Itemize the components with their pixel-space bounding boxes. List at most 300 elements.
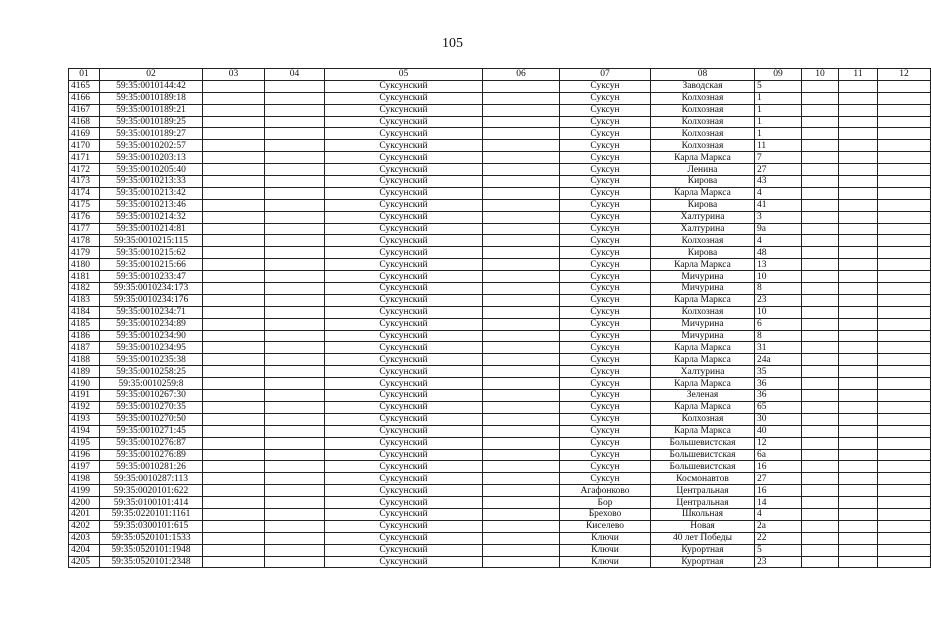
cell-empty-06 bbox=[483, 187, 560, 199]
cell-empty-06 bbox=[483, 556, 560, 568]
cell-empty-12 bbox=[878, 449, 931, 461]
cell-empty-10 bbox=[802, 556, 839, 568]
cell-empty-10 bbox=[802, 152, 839, 164]
cell-locality: Киселево bbox=[560, 520, 651, 532]
cell-empty-03 bbox=[203, 259, 265, 271]
cell-house-number: 6 bbox=[755, 318, 802, 330]
column-header-11: 11 bbox=[839, 69, 878, 81]
cell-empty-06 bbox=[483, 211, 560, 223]
cell-empty-10 bbox=[802, 330, 839, 342]
cell-cadastral-number: 59:35:0010234:95 bbox=[100, 342, 203, 354]
table-row bbox=[69, 80, 931, 92]
cell-locality: Ключи bbox=[560, 532, 651, 544]
cell-locality: Суксун bbox=[560, 318, 651, 330]
cell-empty-11 bbox=[839, 401, 878, 413]
cell-district: Суксунский bbox=[325, 318, 483, 330]
cell-locality: Суксун bbox=[560, 342, 651, 354]
cell-locality: Суксун bbox=[560, 401, 651, 413]
cell-record-number: 4202 bbox=[69, 520, 100, 532]
cell-empty-11 bbox=[839, 461, 878, 473]
cell-district: Суксунский bbox=[325, 497, 483, 509]
cell-locality: Суксун bbox=[560, 128, 651, 140]
cell-street: Мичурина bbox=[651, 271, 755, 283]
cell-street: Ленина bbox=[651, 164, 755, 176]
cell-street: Зеленая bbox=[651, 390, 755, 402]
cell-district: Суксунский bbox=[325, 556, 483, 568]
cell-empty-03 bbox=[203, 544, 265, 556]
cell-cadastral-number: 59:35:0010234:173 bbox=[100, 283, 203, 295]
table-row bbox=[69, 556, 931, 568]
cell-empty-12 bbox=[878, 187, 931, 199]
cell-empty-06 bbox=[483, 461, 560, 473]
cell-empty-03 bbox=[203, 235, 265, 247]
table-row bbox=[69, 306, 931, 318]
cell-empty-10 bbox=[802, 92, 839, 104]
cell-empty-04 bbox=[265, 473, 325, 485]
cell-empty-12 bbox=[878, 520, 931, 532]
cell-house-number: 30 bbox=[755, 413, 802, 425]
cell-empty-12 bbox=[878, 366, 931, 378]
cell-empty-10 bbox=[802, 271, 839, 283]
cell-district: Суксунский bbox=[325, 176, 483, 188]
cell-house-number: 16 bbox=[755, 485, 802, 497]
cell-empty-03 bbox=[203, 532, 265, 544]
table-row bbox=[69, 116, 931, 128]
cell-cadastral-number: 59:35:0020101:622 bbox=[100, 485, 203, 497]
column-header-05: 05 bbox=[325, 69, 483, 81]
cell-empty-12 bbox=[878, 318, 931, 330]
cell-house-number: 4 bbox=[755, 508, 802, 520]
cell-empty-11 bbox=[839, 152, 878, 164]
cell-cadastral-number: 59:35:0010189:18 bbox=[100, 92, 203, 104]
cell-empty-04 bbox=[265, 104, 325, 116]
cell-record-number: 4196 bbox=[69, 449, 100, 461]
cell-house-number: 48 bbox=[755, 247, 802, 259]
cell-district: Суксунский bbox=[325, 342, 483, 354]
cell-district: Суксунский bbox=[325, 92, 483, 104]
column-header-09: 09 bbox=[755, 69, 802, 81]
cell-locality: Бор bbox=[560, 497, 651, 509]
cell-empty-11 bbox=[839, 497, 878, 509]
cell-record-number: 4199 bbox=[69, 485, 100, 497]
cell-house-number: 9а bbox=[755, 223, 802, 235]
cell-empty-03 bbox=[203, 187, 265, 199]
cell-empty-12 bbox=[878, 271, 931, 283]
cell-empty-03 bbox=[203, 152, 265, 164]
cell-empty-04 bbox=[265, 390, 325, 402]
cell-empty-06 bbox=[483, 271, 560, 283]
cell-empty-12 bbox=[878, 401, 931, 413]
cell-empty-10 bbox=[802, 532, 839, 544]
cell-empty-03 bbox=[203, 413, 265, 425]
table-header-row bbox=[69, 69, 931, 81]
cell-cadastral-number: 59:35:0100101:414 bbox=[100, 497, 203, 509]
cell-district: Суксунский bbox=[325, 235, 483, 247]
cell-empty-12 bbox=[878, 497, 931, 509]
cell-street: Халтурина bbox=[651, 211, 755, 223]
cell-empty-04 bbox=[265, 378, 325, 390]
page-number: 105 bbox=[442, 36, 463, 51]
cell-empty-11 bbox=[839, 235, 878, 247]
cell-house-number: 22 bbox=[755, 532, 802, 544]
cell-street: Колхозная bbox=[651, 235, 755, 247]
cell-empty-03 bbox=[203, 318, 265, 330]
table-row bbox=[69, 473, 931, 485]
table-row bbox=[69, 271, 931, 283]
cell-street: Мичурина bbox=[651, 330, 755, 342]
cell-locality: Суксун bbox=[560, 283, 651, 295]
cell-cadastral-number: 59:35:0010233:47 bbox=[100, 271, 203, 283]
cell-empty-04 bbox=[265, 520, 325, 532]
cell-district: Суксунский bbox=[325, 104, 483, 116]
cell-empty-04 bbox=[265, 80, 325, 92]
cell-house-number: 36 bbox=[755, 390, 802, 402]
cell-record-number: 4189 bbox=[69, 366, 100, 378]
cell-cadastral-number: 59:35:0010287:113 bbox=[100, 473, 203, 485]
cell-empty-10 bbox=[802, 425, 839, 437]
cell-empty-06 bbox=[483, 199, 560, 211]
table-row bbox=[69, 247, 931, 259]
cell-street: Колхозная bbox=[651, 413, 755, 425]
cell-empty-11 bbox=[839, 176, 878, 188]
cell-cadastral-number: 59:35:0300101:615 bbox=[100, 520, 203, 532]
cell-empty-10 bbox=[802, 461, 839, 473]
cell-empty-12 bbox=[878, 199, 931, 211]
cell-empty-12 bbox=[878, 283, 931, 295]
cell-empty-12 bbox=[878, 116, 931, 128]
cell-district: Суксунский bbox=[325, 80, 483, 92]
cell-empty-12 bbox=[878, 508, 931, 520]
cell-record-number: 4203 bbox=[69, 532, 100, 544]
cell-cadastral-number: 59:35:0010202:57 bbox=[100, 140, 203, 152]
cell-district: Суксунский bbox=[325, 508, 483, 520]
cell-street: Школьная bbox=[651, 508, 755, 520]
cell-locality: Суксун bbox=[560, 461, 651, 473]
cell-empty-12 bbox=[878, 378, 931, 390]
cell-empty-06 bbox=[483, 413, 560, 425]
cell-district: Суксунский bbox=[325, 532, 483, 544]
cell-record-number: 4173 bbox=[69, 176, 100, 188]
cell-empty-06 bbox=[483, 508, 560, 520]
cell-locality: Суксун bbox=[560, 187, 651, 199]
column-header-07: 07 bbox=[560, 69, 651, 81]
cell-empty-04 bbox=[265, 413, 325, 425]
cell-empty-03 bbox=[203, 223, 265, 235]
cell-empty-06 bbox=[483, 342, 560, 354]
table-row bbox=[69, 152, 931, 164]
cell-street: Большевистская bbox=[651, 437, 755, 449]
cell-empty-12 bbox=[878, 544, 931, 556]
cell-district: Суксунский bbox=[325, 247, 483, 259]
cell-locality: Суксун bbox=[560, 294, 651, 306]
cell-empty-11 bbox=[839, 306, 878, 318]
cell-empty-12 bbox=[878, 354, 931, 366]
table-row bbox=[69, 366, 931, 378]
cell-empty-03 bbox=[203, 354, 265, 366]
cell-empty-06 bbox=[483, 497, 560, 509]
cell-empty-06 bbox=[483, 425, 560, 437]
cell-street: Колхозная bbox=[651, 104, 755, 116]
cell-district: Суксунский bbox=[325, 330, 483, 342]
cell-record-number: 4172 bbox=[69, 164, 100, 176]
cell-empty-04 bbox=[265, 199, 325, 211]
cell-cadastral-number: 59:35:0010234:89 bbox=[100, 318, 203, 330]
cell-empty-11 bbox=[839, 294, 878, 306]
cell-cadastral-number: 59:35:0010144:42 bbox=[100, 80, 203, 92]
cell-empty-04 bbox=[265, 449, 325, 461]
cell-cadastral-number: 59:35:0010213:46 bbox=[100, 199, 203, 211]
table-row bbox=[69, 330, 931, 342]
cell-street: Карла Маркса bbox=[651, 259, 755, 271]
table-row bbox=[69, 235, 931, 247]
cell-record-number: 4171 bbox=[69, 152, 100, 164]
cell-street: Центральная bbox=[651, 485, 755, 497]
cell-empty-03 bbox=[203, 92, 265, 104]
cell-empty-12 bbox=[878, 104, 931, 116]
cell-record-number: 4190 bbox=[69, 378, 100, 390]
cell-empty-06 bbox=[483, 116, 560, 128]
cell-empty-06 bbox=[483, 330, 560, 342]
cell-house-number: 41 bbox=[755, 199, 802, 211]
cell-house-number: 10 bbox=[755, 271, 802, 283]
cell-empty-10 bbox=[802, 259, 839, 271]
cell-district: Суксунский bbox=[325, 187, 483, 199]
cell-street: Большевистская bbox=[651, 449, 755, 461]
cell-district: Суксунский bbox=[325, 425, 483, 437]
cell-locality: Суксун bbox=[560, 306, 651, 318]
cell-empty-12 bbox=[878, 176, 931, 188]
cell-house-number: 5 bbox=[755, 544, 802, 556]
cell-empty-12 bbox=[878, 437, 931, 449]
cell-empty-12 bbox=[878, 247, 931, 259]
cell-empty-12 bbox=[878, 390, 931, 402]
cell-empty-04 bbox=[265, 354, 325, 366]
cell-empty-11 bbox=[839, 556, 878, 568]
cell-empty-11 bbox=[839, 283, 878, 295]
cell-street: Колхозная bbox=[651, 140, 755, 152]
cell-empty-10 bbox=[802, 508, 839, 520]
cell-cadastral-number: 59:35:0010214:81 bbox=[100, 223, 203, 235]
cell-empty-11 bbox=[839, 140, 878, 152]
cell-house-number: 5 bbox=[755, 80, 802, 92]
cell-district: Суксунский bbox=[325, 544, 483, 556]
cell-empty-06 bbox=[483, 318, 560, 330]
cell-empty-12 bbox=[878, 164, 931, 176]
cell-record-number: 4180 bbox=[69, 259, 100, 271]
cell-empty-03 bbox=[203, 128, 265, 140]
cell-district: Суксунский bbox=[325, 520, 483, 532]
cell-empty-04 bbox=[265, 544, 325, 556]
cell-record-number: 4191 bbox=[69, 390, 100, 402]
cell-empty-10 bbox=[802, 199, 839, 211]
cell-locality: Суксун bbox=[560, 449, 651, 461]
cell-empty-06 bbox=[483, 532, 560, 544]
cell-street: 40 лет Победы bbox=[651, 532, 755, 544]
column-header-10: 10 bbox=[802, 69, 839, 81]
cell-empty-10 bbox=[802, 437, 839, 449]
cell-empty-11 bbox=[839, 247, 878, 259]
table-row bbox=[69, 425, 931, 437]
cell-cadastral-number: 59:35:0010215:62 bbox=[100, 247, 203, 259]
cell-empty-12 bbox=[878, 140, 931, 152]
cell-empty-11 bbox=[839, 366, 878, 378]
cell-cadastral-number: 59:35:0010276:89 bbox=[100, 449, 203, 461]
cell-empty-06 bbox=[483, 520, 560, 532]
table-row bbox=[69, 390, 931, 402]
cell-empty-10 bbox=[802, 104, 839, 116]
cell-cadastral-number: 59:35:0010271:45 bbox=[100, 425, 203, 437]
cell-empty-04 bbox=[265, 92, 325, 104]
cell-empty-04 bbox=[265, 152, 325, 164]
cell-empty-06 bbox=[483, 366, 560, 378]
cell-empty-04 bbox=[265, 223, 325, 235]
cell-empty-06 bbox=[483, 390, 560, 402]
cell-record-number: 4166 bbox=[69, 92, 100, 104]
cell-empty-03 bbox=[203, 556, 265, 568]
cell-empty-03 bbox=[203, 508, 265, 520]
cell-empty-06 bbox=[483, 294, 560, 306]
cell-empty-03 bbox=[203, 520, 265, 532]
cell-empty-10 bbox=[802, 116, 839, 128]
column-header-06: 06 bbox=[483, 69, 560, 81]
cell-district: Суксунский bbox=[325, 211, 483, 223]
cell-house-number: 1 bbox=[755, 104, 802, 116]
cell-locality: Суксун bbox=[560, 425, 651, 437]
cell-empty-11 bbox=[839, 378, 878, 390]
cell-empty-04 bbox=[265, 461, 325, 473]
cell-locality: Суксун bbox=[560, 140, 651, 152]
cell-house-number: 14 bbox=[755, 497, 802, 509]
cell-record-number: 4181 bbox=[69, 271, 100, 283]
cell-empty-03 bbox=[203, 330, 265, 342]
cell-record-number: 4169 bbox=[69, 128, 100, 140]
cell-empty-12 bbox=[878, 92, 931, 104]
cell-empty-10 bbox=[802, 294, 839, 306]
cell-empty-11 bbox=[839, 128, 878, 140]
cell-street: Заводская bbox=[651, 80, 755, 92]
cell-district: Суксунский bbox=[325, 354, 483, 366]
cell-house-number: 1 bbox=[755, 92, 802, 104]
cell-house-number: 11 bbox=[755, 140, 802, 152]
cell-empty-03 bbox=[203, 104, 265, 116]
cell-house-number: 4 bbox=[755, 187, 802, 199]
cell-empty-04 bbox=[265, 283, 325, 295]
cell-empty-11 bbox=[839, 164, 878, 176]
cell-empty-03 bbox=[203, 449, 265, 461]
cell-empty-03 bbox=[203, 247, 265, 259]
cell-empty-10 bbox=[802, 235, 839, 247]
cell-street: Большевистская bbox=[651, 461, 755, 473]
cell-house-number: 10 bbox=[755, 306, 802, 318]
cell-cadastral-number: 59:35:0010234:176 bbox=[100, 294, 203, 306]
cell-locality: Суксун bbox=[560, 473, 651, 485]
cell-locality: Ключи bbox=[560, 556, 651, 568]
cell-empty-03 bbox=[203, 366, 265, 378]
cell-street: Колхозная bbox=[651, 306, 755, 318]
cell-cadastral-number: 59:35:0010203:13 bbox=[100, 152, 203, 164]
cell-street: Халтурина bbox=[651, 223, 755, 235]
cell-empty-06 bbox=[483, 92, 560, 104]
cell-empty-06 bbox=[483, 223, 560, 235]
cell-empty-11 bbox=[839, 437, 878, 449]
cell-record-number: 4175 bbox=[69, 199, 100, 211]
cell-empty-06 bbox=[483, 104, 560, 116]
cell-empty-12 bbox=[878, 342, 931, 354]
cell-house-number: 6а bbox=[755, 449, 802, 461]
cell-empty-11 bbox=[839, 116, 878, 128]
cell-empty-11 bbox=[839, 187, 878, 199]
cell-empty-03 bbox=[203, 211, 265, 223]
cell-empty-10 bbox=[802, 306, 839, 318]
cell-locality: Суксун bbox=[560, 413, 651, 425]
cell-record-number: 4204 bbox=[69, 544, 100, 556]
cell-locality: Суксун bbox=[560, 211, 651, 223]
cell-empty-04 bbox=[265, 211, 325, 223]
cell-empty-06 bbox=[483, 473, 560, 485]
cell-empty-11 bbox=[839, 92, 878, 104]
cell-district: Суксунский bbox=[325, 283, 483, 295]
cell-empty-12 bbox=[878, 306, 931, 318]
cell-house-number: 35 bbox=[755, 366, 802, 378]
cell-record-number: 4177 bbox=[69, 223, 100, 235]
cell-locality: Суксун bbox=[560, 247, 651, 259]
cell-empty-10 bbox=[802, 318, 839, 330]
cell-locality: Суксун bbox=[560, 92, 651, 104]
table-row bbox=[69, 176, 931, 188]
cell-street: Мичурина bbox=[651, 318, 755, 330]
cell-house-number: 13 bbox=[755, 259, 802, 271]
cell-district: Суксунский bbox=[325, 485, 483, 497]
cell-empty-12 bbox=[878, 259, 931, 271]
cell-empty-04 bbox=[265, 401, 325, 413]
cell-empty-11 bbox=[839, 104, 878, 116]
cell-empty-12 bbox=[878, 473, 931, 485]
cell-house-number: 1 bbox=[755, 116, 802, 128]
cell-empty-12 bbox=[878, 211, 931, 223]
cell-house-number: 4 bbox=[755, 235, 802, 247]
cell-district: Суксунский bbox=[325, 473, 483, 485]
cell-empty-04 bbox=[265, 164, 325, 176]
cell-empty-06 bbox=[483, 164, 560, 176]
cell-cadastral-number: 59:35:0520101:1948 bbox=[100, 544, 203, 556]
cell-district: Суксунский bbox=[325, 164, 483, 176]
cell-empty-04 bbox=[265, 318, 325, 330]
cell-empty-11 bbox=[839, 425, 878, 437]
table-row bbox=[69, 485, 931, 497]
cell-empty-10 bbox=[802, 401, 839, 413]
cell-empty-12 bbox=[878, 294, 931, 306]
cell-empty-12 bbox=[878, 556, 931, 568]
cell-empty-03 bbox=[203, 271, 265, 283]
cell-locality: Суксун bbox=[560, 437, 651, 449]
cell-locality: Суксун bbox=[560, 390, 651, 402]
table-row bbox=[69, 508, 931, 520]
cell-locality: Суксун bbox=[560, 330, 651, 342]
cell-empty-04 bbox=[265, 330, 325, 342]
cell-record-number: 4179 bbox=[69, 247, 100, 259]
cell-empty-06 bbox=[483, 449, 560, 461]
cell-empty-12 bbox=[878, 152, 931, 164]
cell-empty-11 bbox=[839, 390, 878, 402]
cell-locality: Суксун bbox=[560, 176, 651, 188]
cell-empty-04 bbox=[265, 497, 325, 509]
cell-district: Суксунский bbox=[325, 116, 483, 128]
cell-empty-03 bbox=[203, 80, 265, 92]
table-row bbox=[69, 104, 931, 116]
cell-cadastral-number: 59:35:0010267:30 bbox=[100, 390, 203, 402]
cell-empty-10 bbox=[802, 544, 839, 556]
cell-street: Кирова bbox=[651, 247, 755, 259]
